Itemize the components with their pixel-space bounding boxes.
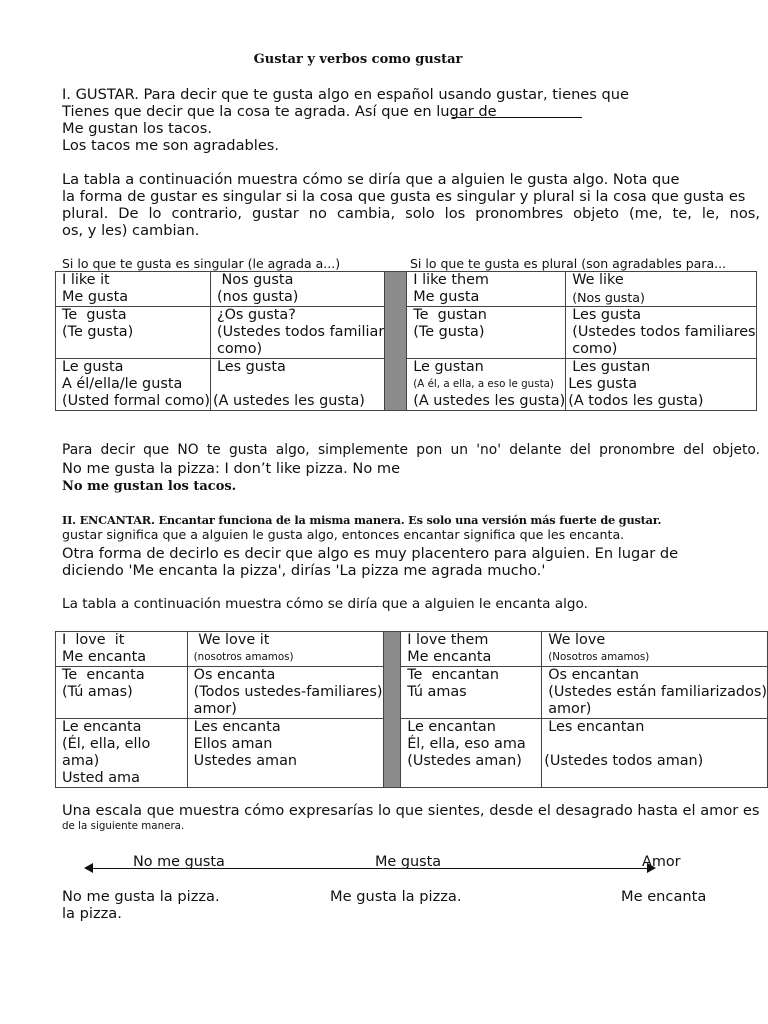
section1-line-1: I. GUSTAR. Para decir que te gusta algo en español usando gustar, tienes que [62, 86, 630, 103]
scale-intro-line-1: Una escala que muestra cómo expresarías lo que sientes, desde el desagrado hasta el amor es [62, 802, 760, 819]
section2-line-3: Otra forma de decirlo es decir que algo es muy placentero para alguien. En lugar de [62, 545, 679, 562]
table-cell: Le gusta A él/ella/le gusta (Usted formal como) [56, 359, 211, 411]
table-divider [383, 632, 401, 788]
scale-example-right-1: Me encanta [621, 888, 707, 905]
scale-example-left: No me gusta la pizza. [62, 888, 220, 905]
table-cell: Les gustan Les gusta (A todos les gusta) [566, 359, 756, 411]
table-cell: Les gusta (Ustedes todos familiares como) [566, 307, 756, 359]
table-cell: Te encanta (Tú amas) [56, 667, 188, 719]
scale-label-middle: Me gusta [375, 854, 442, 870]
table-cell: Te gustan (Te gusta) [407, 307, 566, 359]
section2-line-4: diciendo 'Me encanta la pizza', dirías 'La pizza me agrada mucho.' [62, 562, 546, 579]
section1-para2-line-2: la forma de gustar es singular si la cosa que gusta es singular y plural si la cosa que gusta es [62, 188, 746, 205]
table-cell: I like it Me gusta [56, 272, 211, 307]
encantar-table [55, 631, 768, 788]
table1-caption-singular: Si lo que te gusta es singular (le agrada a...) [62, 256, 341, 271]
scale-example-right-2: la pizza. [62, 905, 122, 922]
section2-heading: II. ENCANTAR. Encantar funciona de la misma manera. Es solo una versión más fuerte de gustar. [62, 513, 662, 527]
table-divider [385, 272, 407, 411]
table-cell: We like (Nos gusta) [566, 272, 756, 307]
gustar-table [55, 271, 757, 411]
table-row [56, 307, 757, 359]
scale-line [86, 868, 652, 869]
table-cell: Te encantan Tú amas [401, 667, 542, 719]
scale-example-middle: Me gusta la pizza. [330, 888, 462, 905]
table-cell: Les encantan (Ustedes todos aman) [542, 719, 768, 788]
section1-line-3: Me gustan los tacos. [62, 120, 212, 137]
table-cell: Les encanta Ellos aman Ustedes aman [187, 719, 383, 788]
table-cell: Nos gusta (nos gusta) [210, 272, 384, 307]
table-cell: Le encantan Él, ella, eso ama (Ustedes aman) [401, 719, 542, 788]
table-cell: Te gusta (Te gusta) [56, 307, 211, 359]
scale-label-left: No me gusta [133, 854, 225, 870]
section1-para2-line-4: os, y les) cambian. [62, 222, 200, 239]
arrow-right-icon [647, 863, 656, 873]
section1-line-4: Los tacos me son agradables. [62, 137, 280, 154]
table-cell: Os encanta (Todos ustedes-familiares) amor) [187, 667, 383, 719]
fill-in-blank-line [452, 117, 582, 118]
table-cell: I love them Me encanta [401, 632, 542, 667]
section1-para2-line-3: plural. De lo contrario, gustar no cambia, solo los pronombres objeto (me, te, le, nos, [62, 205, 760, 222]
table-cell: Os encantan (Ustedes están familiarizados) amor) [542, 667, 768, 719]
negation-line-3: No me gustan los tacos. [62, 479, 237, 494]
table-cell: Le encanta (Él, ella, ello ama) Usted ama [56, 719, 188, 788]
negation-line-1: Para decir que NO te gusta algo, simplemente pon un 'no' delante del pronombre del objeto. [62, 442, 760, 458]
page-title: Gustar y verbos como gustar [253, 52, 463, 67]
table-row [56, 667, 768, 719]
table-cell: We love it (nosotros amamos) [187, 632, 383, 667]
negation-line-2: No me gusta la pizza: I don’t like pizza. No me [62, 460, 401, 477]
table-row [56, 719, 768, 788]
arrow-left-icon [84, 863, 93, 873]
table-cell: Le gustan (A él, a ella, a eso le gusta) (A ustedes les gusta) [407, 359, 566, 411]
table-cell: I love it Me encanta [56, 632, 188, 667]
table-cell: We love (Nosotros amamos) [542, 632, 768, 667]
table-cell: ¿Os gusta? (Ustedes todos familiar como) [210, 307, 384, 359]
section2-line-2: gustar significa que a alguien le gusta algo, entonces encantar significa que les encanta. [62, 527, 625, 542]
table1-caption-plural: Si lo que te gusta es plural (son agradables para... [410, 256, 727, 271]
table-row [56, 359, 757, 411]
table-cell: I like them Me gusta [407, 272, 566, 307]
section2-line-5: La tabla a continuación muestra cómo se diría que a alguien le encanta algo. [62, 596, 588, 612]
scale-label-right: Amor [642, 854, 681, 870]
scale-intro-line-2: de la siguiente manera. [62, 820, 185, 832]
table-row [56, 632, 768, 667]
table-row [56, 272, 757, 307]
section1-para2-line-1: La tabla a continuación muestra cómo se diría que a alguien le gusta algo. Nota que [62, 171, 680, 188]
table-cell: Les gusta (A ustedes les gusta) [210, 359, 384, 411]
section1-line-2: Tienes que decir que la cosa te agrada. Así que en lugar de [62, 103, 497, 120]
